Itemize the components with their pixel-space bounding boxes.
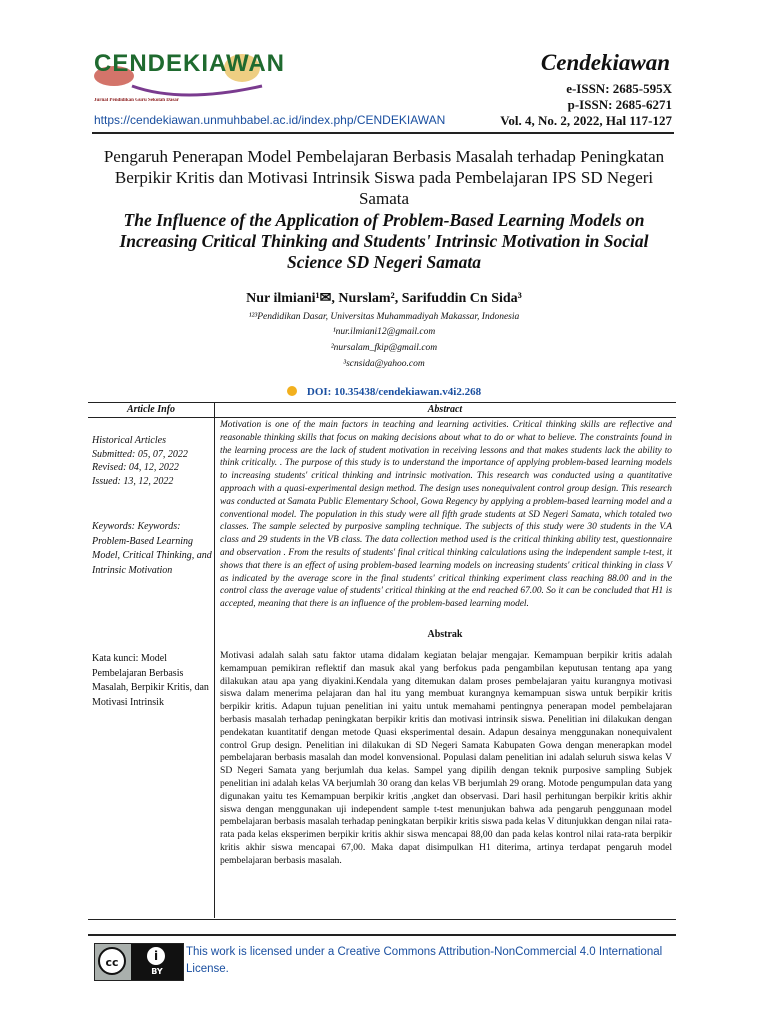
keywords-indonesian: Kata kunci: Model Pembelajaran Berbasis Masalah, Berpikir Kritis, dan Motivasi Intrinsik bbox=[92, 653, 209, 708]
keywords-english: Keywords: Keywords: Problem-Based Learning Model, Critical Thinking, and Intrinsic Motivation bbox=[92, 521, 212, 576]
abstract-indonesian: Motivasi adalah salah satu faktor utama didalam kegiatan belajar mengajar. Kemampuan berpikir kritis adalah kemampuan pemikiran reflektif dan masuk akal yang berfokus pada pengambilan keputusan tentang apa yang dilakukan atau apa yang diyakini.Kendala yang ditemukan dalam proses pembelajaran yaitu kurangnya motivasi siswa dalam menerima pelajaran dan hal itu yang membuat kurangnya kemampuan siswa untuk berpikir kritis berpikir kritis. Adapun tujuan penelitian ini yaitu untuk memahami pentingnya penerapan model pembelajaran berbasis masalah terhadap peningkatan berpikir kritis dan motivasi intrinsik siswa. Penelitian ini dilakukan dengan pendekatan kuantitatif dengan metode Quasi eksperimental desain. Adapun desainya menggunakan nonequivalent control Grup design. Penelitian ini dilakukan di SD Negeri Samata Kabupaten Gowa dengan menerapkan model pembelajaran berbasis masalah dan model konvensional. Populasi dalam penelitian ini adalah seluruh siswa kelas V SD Negeri Samata yang berjumlah dua kelas. Sampel yang dipilih dengan teknik purposive sampling Subjek penelitian ini adalah kelas VA berjumlah 30 orang dan kelas VB berjumlah 29 orang. Motode pengumpulan data yang digunakan yaitu tes Kemampuan berpikir kritis ,angket dan observasi. Dari hasil perhitungan berpikir kritis akhir siswa dengan menggunakan uji independent sample t-test menunjukan bahwa ada pengaruh penggunaan model pembelajaran berbasis masalah terhadap peningkatan berpikir kritis siswa pada kelas V ditunjukkan dengan nilai rata-rata pada kelas eksperimen berpikir kritis akhir siswa mencapai 88,00 dan pada kelas kontrol nilai rata-rata berpikir kritis akhir siswa mencapai 67,00. Maka dapat disimpulkan H1 diterima, artinya terdapat pengaruh model pembelajaran berbasis masalah. bbox=[220, 650, 673, 866]
cc-icon: cc bbox=[98, 947, 126, 975]
authors: Nur ilmiani¹✉, Nurslam², Sarifuddin Cn Sida³ bbox=[246, 291, 522, 306]
author-email[interactable]: ²nursalam_fkip@gmail.com bbox=[330, 343, 438, 353]
abstrak-heading: Abstrak bbox=[427, 629, 463, 640]
doi-link[interactable]: DOI: 10.35438/cendekiawan.v4i2.268 bbox=[306, 386, 482, 398]
affiliation: ¹²³Pendidikan Dasar, Universitas Muhammadiyah Makassar, Indonesia bbox=[248, 312, 520, 322]
journal-name: Cendekiawan bbox=[540, 50, 670, 75]
column-header-abstract: Abstract bbox=[427, 404, 463, 415]
table-column-divider bbox=[214, 402, 215, 918]
by-label: BY bbox=[151, 967, 163, 976]
logo-wordmark: CENDEKIAWAN bbox=[94, 50, 286, 77]
abstract-english: Motivation is one of the main factors in teaching and learning activities. Critical thinking skills are reflective and reasonable thinking skills that focus on making decisions about what to do or what to believe. The constraints found in the learning process are the lack of student motivation in receiving lessons and that makes students lack the ability to think critically. . The purpose of this study is to understand the importance of applying problem-based learning models to increasing students' critical thinking and intrinsic motivation. This research was conducted using a quantitative approach with a quasi-experimental design method. The design uses nonequivalent control group design. This research was conducted at Samata Public Elementary School, Gowa Regency by applying a problem-based learning model and a conventional model. The population in this study were all fifth grade students at SD Negeri Samata, which totaled two classes. The sample selected by purposive sampling technique. The subjects of this study were 30 students in the V.A class and 29 students in the VB class. The data collection method used is the critical thinking ability test, questionnaire and observation . From the results of students' final critical thinking calculations using the independent sample t-test, it shows that there is an effect of using problem-based learning models on increasing students' critical thinking in class V as indicated by the average score in the final students' critical thinking experiment class reaching 88.00 and in the control class the average value of students' critical thinking at the end reached 67.00. So it can be concluded that H1 is accepted, meaning that there is an influence of the problem-based learning model. bbox=[220, 420, 672, 610]
cc-by-badge[interactable] bbox=[94, 943, 184, 981]
pissn: p-ISSN: 2685-6271 bbox=[567, 97, 672, 112]
column-header-article-info: Article Info bbox=[126, 404, 176, 415]
volume-info: Vol. 4, No. 2, 2022, Hal 117-127 bbox=[500, 113, 672, 128]
license-text[interactable]: This work is licensed under a Creative Commons Attribution-NonCommercial 4.0 International License. bbox=[186, 946, 663, 975]
by-box bbox=[131, 944, 183, 980]
author-email[interactable]: ¹nur.ilmiani12@gmail.com bbox=[332, 327, 436, 337]
doi-icon bbox=[287, 386, 297, 396]
eissn: e-ISSN: 2685-595X bbox=[566, 81, 672, 96]
header-divider bbox=[92, 132, 674, 134]
license-divider bbox=[88, 934, 676, 936]
table-header-rule bbox=[88, 417, 676, 418]
history-submitted: Submitted: 05, 07, 2022 bbox=[92, 448, 188, 460]
history-revised: Revised: 04, 12, 2022 bbox=[92, 462, 179, 473]
doi-row[interactable] bbox=[92, 386, 676, 398]
title-indonesian: Pengaruh Penerapan Model Pembelajaran Berbasis Masalah terhadap Peningkatan Berpikir Kritis dan Motivasi Intrinsik Siswa pada Pembelajaran IPS SD Negeri Samata bbox=[103, 147, 665, 208]
logo-subtitle: Jurnal Pendidikan Guru Sekolah Dasar bbox=[94, 98, 180, 103]
by-icon: i bbox=[147, 947, 165, 965]
article-history bbox=[92, 434, 212, 488]
history-issued: Issued: 13, 12, 2022 bbox=[92, 475, 174, 487]
journal-url-link[interactable]: https://cendekiawan.unmuhbabel.ac.id/index.php/CENDEKIAWAN bbox=[94, 113, 446, 127]
author-email[interactable]: ³scnsida@yahoo.com bbox=[343, 359, 425, 369]
history-heading: Historical Articles bbox=[92, 435, 166, 446]
title-english: The Influence of the Application of Problem-Based Learning Models on Increasing Critical Thinking and Students' Intrinsic Motivation in Social Science SD Negeri Samata bbox=[119, 210, 649, 272]
